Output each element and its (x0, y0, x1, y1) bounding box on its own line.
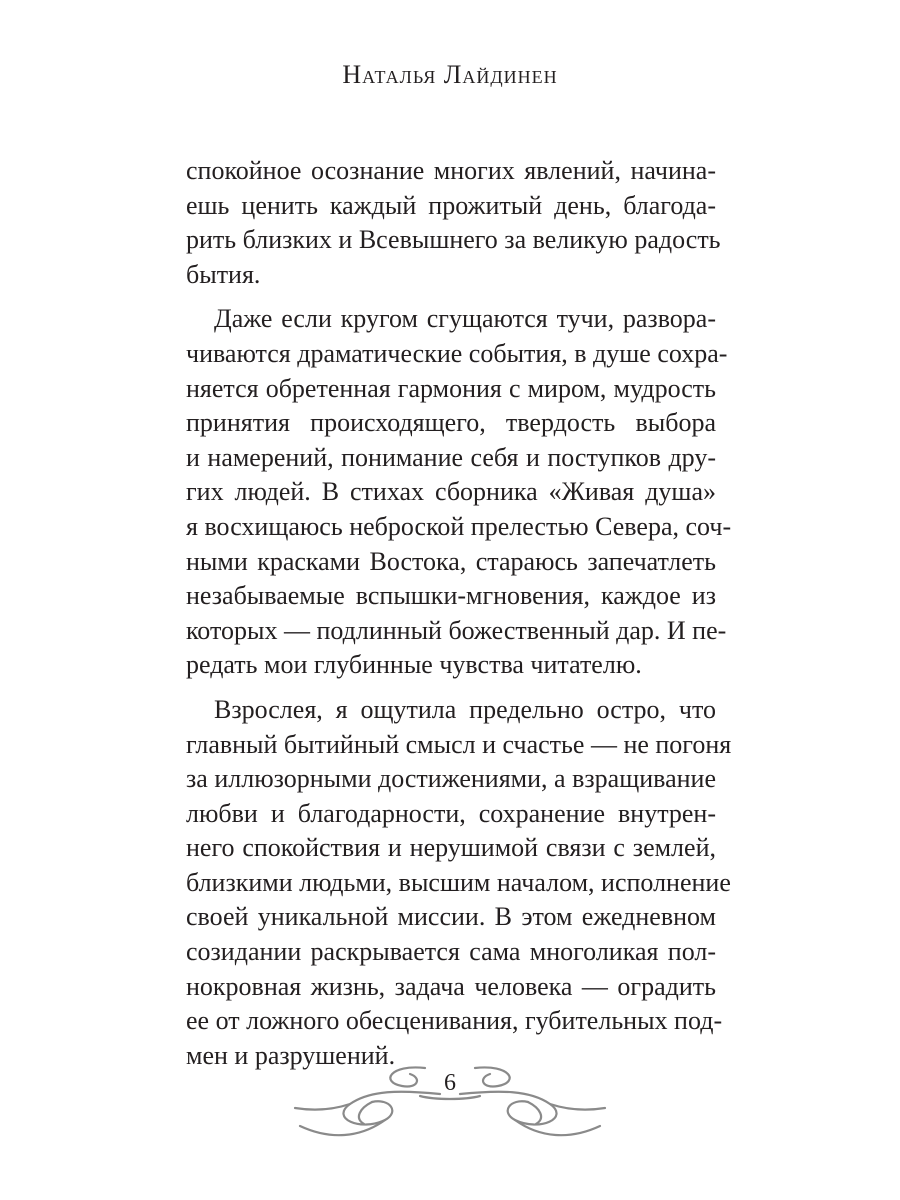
text-line: Взрослея, я ощутила предельно остро, что (214, 694, 716, 724)
paragraph-2 (186, 302, 732, 683)
text-line: созидании раскрывается сама многоликая пол- (186, 937, 716, 967)
text-line: ными красками Востока, стараюсь запечатлеть (186, 546, 716, 576)
body-text (186, 154, 732, 1073)
text-line: любви и благодарности, сохранение внутрен- (186, 798, 716, 828)
text-line: няется обретенная гармония с миром, мудрость (186, 373, 716, 403)
running-head: Наталья Лайдинен (342, 60, 558, 89)
text-line: принятия происходящего, твердость выбора (186, 408, 716, 438)
text-line: ее от ложного обесценивания, губительных под- (186, 1006, 723, 1036)
text-line: которых — подлинный божественный дар. И пе- (186, 615, 727, 645)
paragraph-3 (186, 693, 732, 1074)
text-line: гих людей. В стихах сборника «Живая душа» (186, 477, 716, 507)
text-line: и намерений, понимание себя и поступков дру- (186, 442, 716, 472)
paragraph-1 (186, 154, 721, 292)
text-line: главный бытийный смысл и счастье — не погоня (186, 729, 732, 759)
text-line: бытия. (186, 259, 261, 289)
text-line: рить близких и Всевышнего за великую радость (186, 225, 721, 255)
text-line: чиваются драматические события, в душе сохра- (186, 338, 728, 368)
text-line: него спокойствия и нерушимой связи с землей, (186, 833, 716, 863)
text-line: близкими людьми, высшим началом, исполнение (186, 867, 731, 897)
text-line: своей уникальной миссии. В этом ежедневном (186, 902, 716, 932)
text-line: ешь ценить каждый прожитый день, благода- (186, 190, 716, 220)
page-number: 6 (444, 1070, 456, 1096)
text-line: редать мои глубинные чувства читателю. (186, 650, 642, 680)
text-line: мен и разрушений. (186, 1040, 396, 1070)
page-footer (290, 1060, 610, 1150)
text-line: за иллюзорными достижениями, а взращивание (186, 764, 716, 794)
text-line: я восхищаюсь неброской прелестью Севера, соч- (186, 511, 732, 541)
text-line: спокойное осознание многих явлений, начина- (186, 156, 716, 185)
text-line: Даже если кругом сгущаются тучи, развора- (214, 304, 716, 334)
text-line: нокровная жизнь, задача человека — оградить (186, 971, 716, 1001)
text-line: незабываемые вспышки-мгновения, каждое из (186, 581, 716, 611)
